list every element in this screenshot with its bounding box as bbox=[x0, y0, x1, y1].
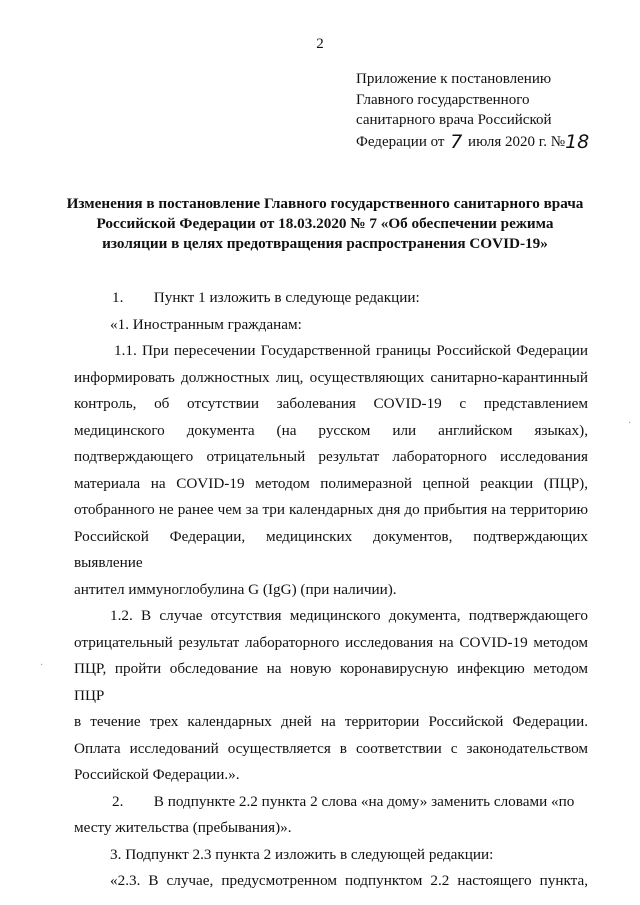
clause-1-2-line-5: Оплата исследований осуществляется в соответствии с законодательством bbox=[74, 739, 588, 757]
title-line-3: изоляции в целях предотвращения распространения COVID-19» bbox=[102, 235, 548, 252]
handwritten-number: 18 bbox=[565, 130, 590, 153]
clause-1-2-line-3: ПЦР, пройти обследование на новую коронавирусную инфекцию методом ПЦР bbox=[74, 660, 588, 704]
appendix-line-4 bbox=[356, 131, 626, 153]
clause-1-1-line-5: подтверждающего отрицательный результат лабораторного исследования bbox=[74, 448, 588, 465]
appendix-month-year: июля 2020 г. № bbox=[468, 133, 566, 150]
clause-3-heading: 3. Подпункт 2.3 пункта 2 изложить в следующей редакции: bbox=[110, 845, 494, 863]
clause-1-heading: 1. Пункт 1 изложить в следующе редакции: bbox=[112, 289, 420, 306]
clause-2-line-1: 2. В подпункте 2.2 пункта 2 слова «на дому» заменить словами «по bbox=[112, 792, 575, 810]
scan-mark: · bbox=[628, 418, 632, 429]
document-title bbox=[60, 194, 590, 254]
appendix-date-prefix: Федерации от bbox=[356, 133, 445, 150]
title-line-2: Российской Федерации от 18.03.2020 № 7 «Об обеспечении режима bbox=[96, 215, 554, 232]
clause-1-1-line-7: отобранного не ранее чем за три календарных дня до прибытия на территорию bbox=[74, 501, 588, 518]
clause-1-2-line-4: в течение трех календарных дней на территории Российской Федерации. bbox=[74, 713, 588, 730]
appendix-line-3: санитарного врача Российской bbox=[356, 112, 552, 128]
document-body bbox=[74, 285, 588, 895]
clause-2-line-2: месту жительства (пребывания)». bbox=[74, 819, 292, 836]
clause-1-2-line-1: 1.2. В случае отсутствия медицинского документа, подтверждающего bbox=[110, 607, 588, 624]
handwritten-day: 7 bbox=[450, 130, 463, 153]
clause-1-1-line-8: Российской Федерации, медицинских документов, подтверждающих выявление bbox=[74, 527, 588, 571]
clause-1-1-line-9: антител иммуноглобулина G (IgG) (при наличии). bbox=[74, 580, 397, 598]
page-number: 2 bbox=[316, 36, 324, 52]
clause-2-3-line-1: «2.3. В случае, предусмотренном подпунктом 2.2 настоящего пункта, bbox=[110, 872, 588, 889]
clause-1-intro: «1. Иностранным гражданам: bbox=[110, 315, 302, 333]
clause-1-1-line-3: контроль, об отсутствии заболевания COVID-19 с представлением bbox=[74, 395, 588, 412]
clause-1-1-line-4: медицинского документа (на русском или английском языках), bbox=[74, 421, 588, 439]
clause-1-2-line-6: Российской Федерации.». bbox=[74, 766, 240, 783]
clause-1-1-line-6: материала на COVID-19 методом полимеразной цепной реакции (ПЦР), bbox=[74, 474, 588, 492]
scan-mark: · bbox=[40, 660, 44, 671]
clause-1-2-line-2: отрицательный результат лабораторного исследования на COVID-19 методом bbox=[74, 633, 588, 651]
clause-1-1-line-2: информировать должностных лиц, осуществляющих санитарно-карантинный bbox=[74, 368, 588, 386]
appendix-line-2: Главного государственного bbox=[356, 91, 530, 108]
title-line-1: Изменения в постановление Главного государственного санитарного врача bbox=[66, 195, 584, 212]
clause-1-1-line-1: 1.1. При пересечении Государственной границы Российской Федерации bbox=[114, 342, 588, 359]
appendix-line-1: Приложение к постановлению bbox=[356, 71, 552, 87]
appendix-header bbox=[356, 69, 626, 152]
